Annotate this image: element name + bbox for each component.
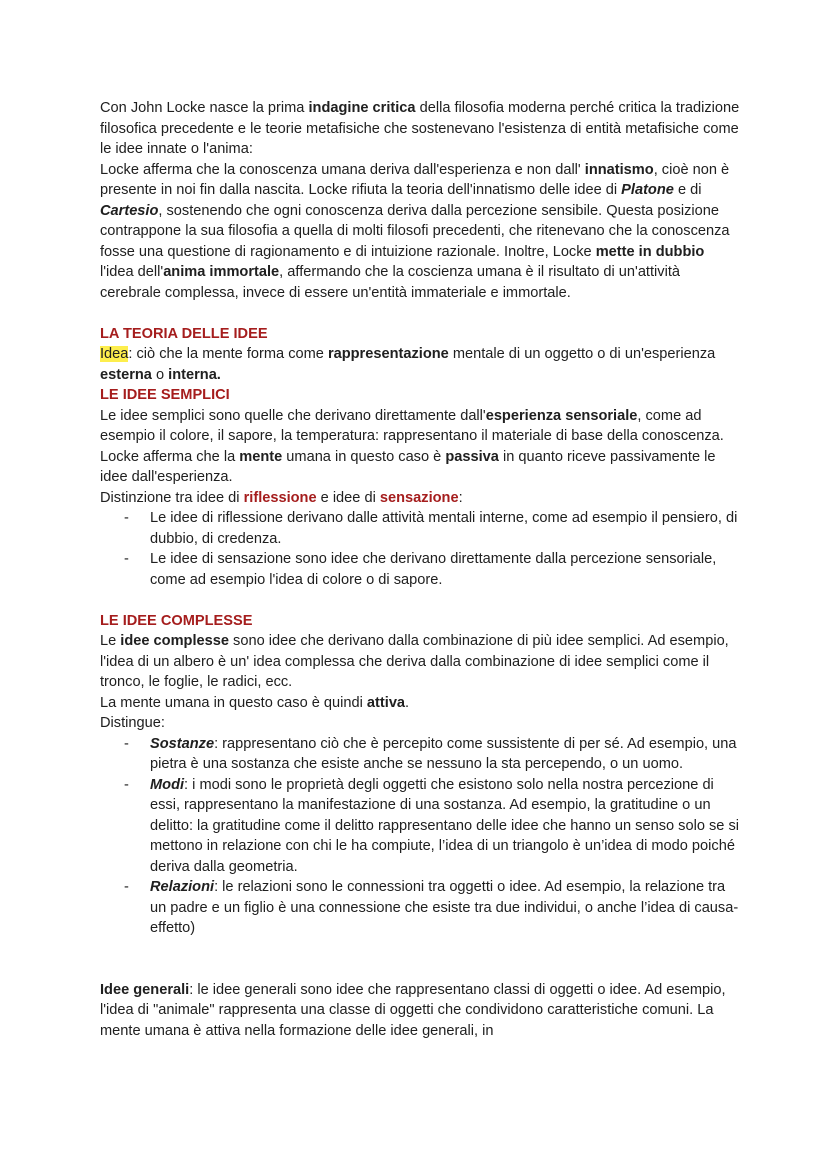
- text-run: Distinzione tra idee di: [100, 489, 244, 506]
- text-run: Sostanze: [150, 735, 215, 752]
- text-run: Le idee di riflessione derivano dalle attività mentali interne, come ad esempio il pensiero, di dubbio, di credenza.: [150, 510, 738, 547]
- text-run: mente: [239, 448, 283, 465]
- intro-paragraph: [100, 98, 740, 303]
- text-run: Con John Locke nasce la prima: [100, 100, 309, 116]
- text-run: attiva: [366, 694, 406, 711]
- text-run: umana in questo caso è: [282, 448, 446, 465]
- text-run: : ciò che la mente forma come: [128, 346, 328, 362]
- text-run: Distingue:: [100, 715, 165, 731]
- text-run: : i modi sono le proprietà degli oggetti che esistono solo nella nostra percezione di essi, rappresentano la manifestazione di una sostanza. Ad esempio, la gratitudine o un delitto: la gratitudine come il delitto rappresentano delle idee che hanno un senso solo se si mettono in relazione con chi le ha compiute, l’idea di un triangolo è un’idea di modo poiché deriva dalla geometria.: [150, 776, 739, 875]
- idee-complesse-paragraph: [100, 631, 740, 734]
- text-run: anima immortale: [163, 264, 280, 280]
- text-run: innatismo: [584, 161, 654, 178]
- text-run: indagine critica: [308, 100, 416, 116]
- idee-complesse-list: [100, 734, 740, 939]
- text-run: Cartesio: [100, 202, 159, 219]
- text-run: passiva: [445, 448, 499, 465]
- text-run: e di: [673, 182, 702, 198]
- text-run: Le idee di sensazione sono idee che derivano direttamente dalla percezione sensoriale, come ad esempio l'idea di colore o di sapore.: [150, 551, 717, 588]
- text-run: .: [405, 694, 410, 711]
- list-item: [100, 508, 740, 549]
- text-run: : le relazioni sono le connessioni tra oggetti o idee. Ad esempio, la relazione tra un padre e un figlio è una connessione che esiste tra due individui, o anche l’idea di causa-effetto): [150, 879, 739, 936]
- heading-teoria-delle-idee: LA TEORIA DELLE IDEE: [100, 325, 268, 342]
- text-run: : rappresentano ciò che è percepito come sussistente di per sé. Ad esempio, una pietra è una sostanza che esiste anche se nessuno la sta percependo, o un uomo.: [150, 735, 737, 772]
- text-run: mentale di un oggetto o di un'esperienza: [448, 346, 716, 362]
- text-run: interna.: [168, 366, 221, 383]
- text-run: , sostenendo che ogni conoscenza deriva dalla percezione sensibile. Questa posizione contrappone la sua filosofia a quella di molti filosofi precedenti, che ritenevano che la conoscenza fosse una questione di ragionamento e di intuizione razionale. Inoltre, Locke: [100, 202, 730, 260]
- text-run: , affermando che la coscienza umana è il risultato di un'attività cerebrale complessa, invece di essere un'entità immateriale e immortale.: [100, 264, 680, 301]
- list-item: [100, 734, 740, 775]
- text-run: , come ad esempio il colore, il sapore, la temperatura: rappresentano il materiale di base della conoscenza. Locke afferma che la: [100, 407, 724, 465]
- text-run: mette in dubbio: [595, 243, 705, 260]
- text-run: Idee generali: [100, 981, 190, 998]
- text-run: La mente umana in questo caso è quindi: [100, 694, 367, 711]
- text-run: , cioè non è presente in noi fin dalla nascita. Locke rifiuta la teoria dell'innatismo delle idee di: [100, 161, 730, 198]
- idee-generali-paragraph: [100, 980, 740, 1042]
- heading-idee-semplici: LE IDEE SEMPLICI: [100, 387, 230, 403]
- text-run: l'idea dell': [100, 264, 164, 280]
- text-run: Idea: [100, 346, 129, 362]
- idee-semplici-paragraph: [100, 406, 740, 488]
- text-run: Le: [100, 633, 121, 649]
- text-run: Relazioni: [150, 879, 215, 895]
- text-run: della filosofia moderna perché critica la tradizione filosofica precedente e le teorie metafisiche che sostenevano l'esistenza di entità metafisiche come le idee innate o l'anima:: [100, 100, 740, 157]
- text-run: :: [458, 489, 463, 506]
- document-page: [100, 98, 740, 1041]
- idee-semplici-list: [100, 508, 740, 590]
- text-run: o: [151, 366, 169, 383]
- text-run: esterna: [100, 366, 152, 383]
- heading-idee-complesse: LE IDEE COMPLESSE: [100, 612, 253, 629]
- text-run: in quanto riceve passivamente le idee dall'esperienza.: [100, 448, 716, 485]
- text-run: e idee di: [316, 489, 380, 506]
- text-run: Le idee semplici sono quelle che derivano direttamente dall': [100, 407, 486, 424]
- text-run: sono idee che derivano dalla combinazione di più idee semplici. Ad esempio, l'idea di un albero è un' idea complessa che deriva dalla combinazione di idee semplici come il tronco, le foglie, le radici, ecc.: [100, 633, 729, 690]
- text-run: Modi: [150, 776, 185, 793]
- text-run: sensazione: [379, 489, 459, 506]
- list-item: [100, 549, 740, 590]
- distinzione-line: [100, 488, 740, 509]
- text-run: Locke afferma che la conoscenza umana deriva dall'esperienza e non dall': [100, 161, 585, 178]
- list-item: [100, 877, 740, 939]
- text-run: : le idee generali sono idee che rappresentano classi di oggetti o idee. Ad esempio, l'idea di "animale" rappresenta una classe di oggetti che condividono caratteristiche comuni. La mente umana è attiva nella formazione delle idee generali, in: [100, 981, 726, 1039]
- text-run: Platone: [621, 182, 674, 198]
- text-run: idee complesse: [120, 633, 229, 649]
- idea-definition: [100, 344, 740, 385]
- text-run: rappresentazione: [327, 346, 449, 362]
- text-run: esperienza sensoriale: [485, 407, 638, 424]
- text-run: riflessione: [243, 489, 317, 506]
- list-item: [100, 775, 740, 878]
